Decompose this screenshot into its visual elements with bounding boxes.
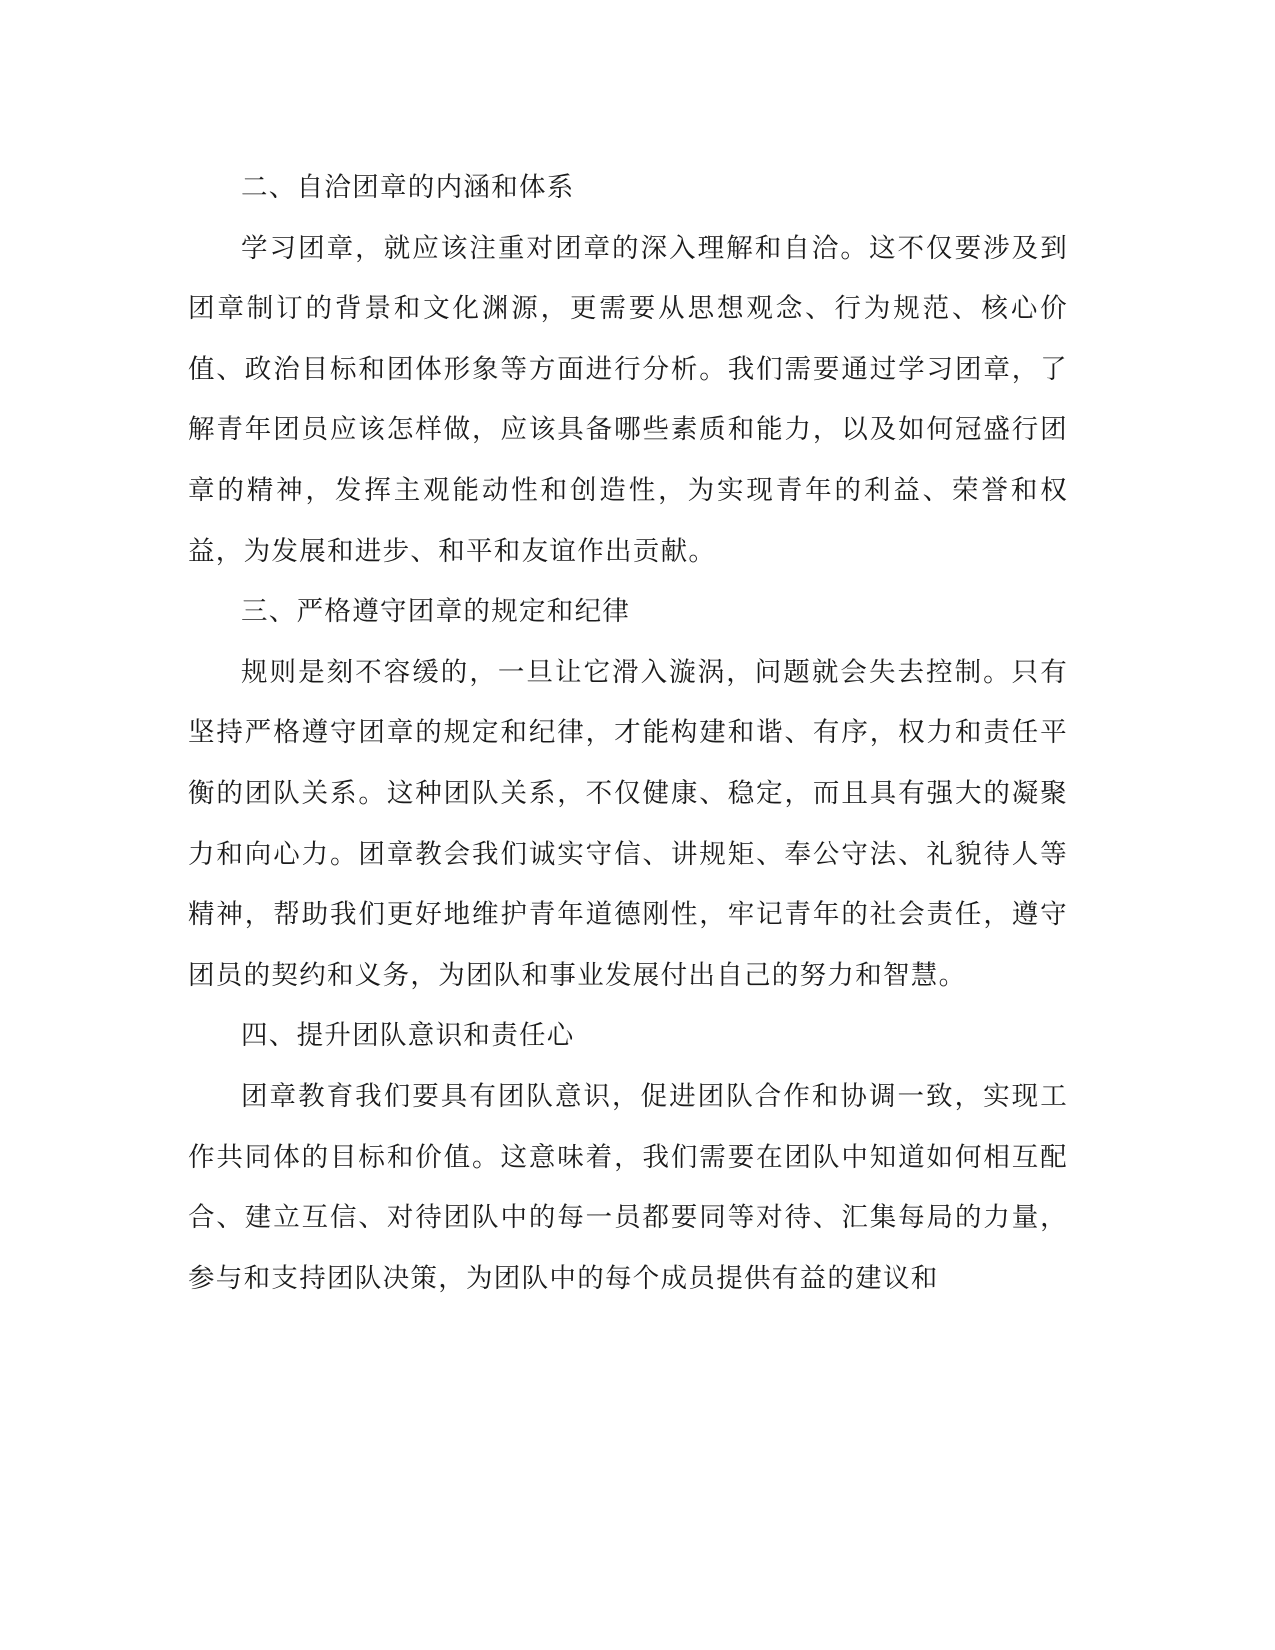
section-heading-4: 四、提升团队意识和责任心 (241, 1020, 575, 1052)
document-body (188, 158, 1068, 1309)
section-heading-2: 二、自洽团章的内涵和体系 (241, 172, 575, 203)
section-heading-3: 三、严格遵守团章的规定和纪律 (241, 596, 631, 628)
paragraph-section-3: 规则是刻不容缓的，一旦让它滑入漩涡，问题就会失去控制。只有坚持严格遵守团章的规定和纪律，才能构建和谐、有序，权力和责任平衡的团队关系。这种团队关系，不仅健康、稳定，而且具有强大的凝聚力和向心力。团章教会我们诚实守信、讲规矩、奉公守法、礼貌待人等精神，帮助我们更好地维护青年道德刚性，牢记青年的社会责任，遵守团员的契约和义务，为团队和事业发展付出自己的努力和智慧。 (188, 656, 1068, 991)
paragraph-section-2: 学习团章，就应该注重对团章的深入理解和自洽。这不仅要涉及到团章制订的背景和文化渊源，更需要从思想观念、行为规范、核心价值、政治目标和团体形象等方面进行分析。我们需要通过学习团章，了解青年团员应该怎样做，应该具备哪些素质和能力，以及如何冠盛行团章的精神，发挥主观能动性和创造性，为实现青年的利益、荣誉和权益，为发展和进步、和平和友谊作出贡献。 (188, 232, 1068, 567)
paragraph-section-4: 团章教育我们要具有团队意识，促进团队合作和协调一致，实现工作共同体的目标和价值。这意味着，我们需要在团队中知道如何相互配合、建立互信、对待团队中的每一员都要同等对待、汇集每局的力量，参与和支持团队决策，为团队中的每个成员提供有益的建议和 (188, 1080, 1068, 1294)
